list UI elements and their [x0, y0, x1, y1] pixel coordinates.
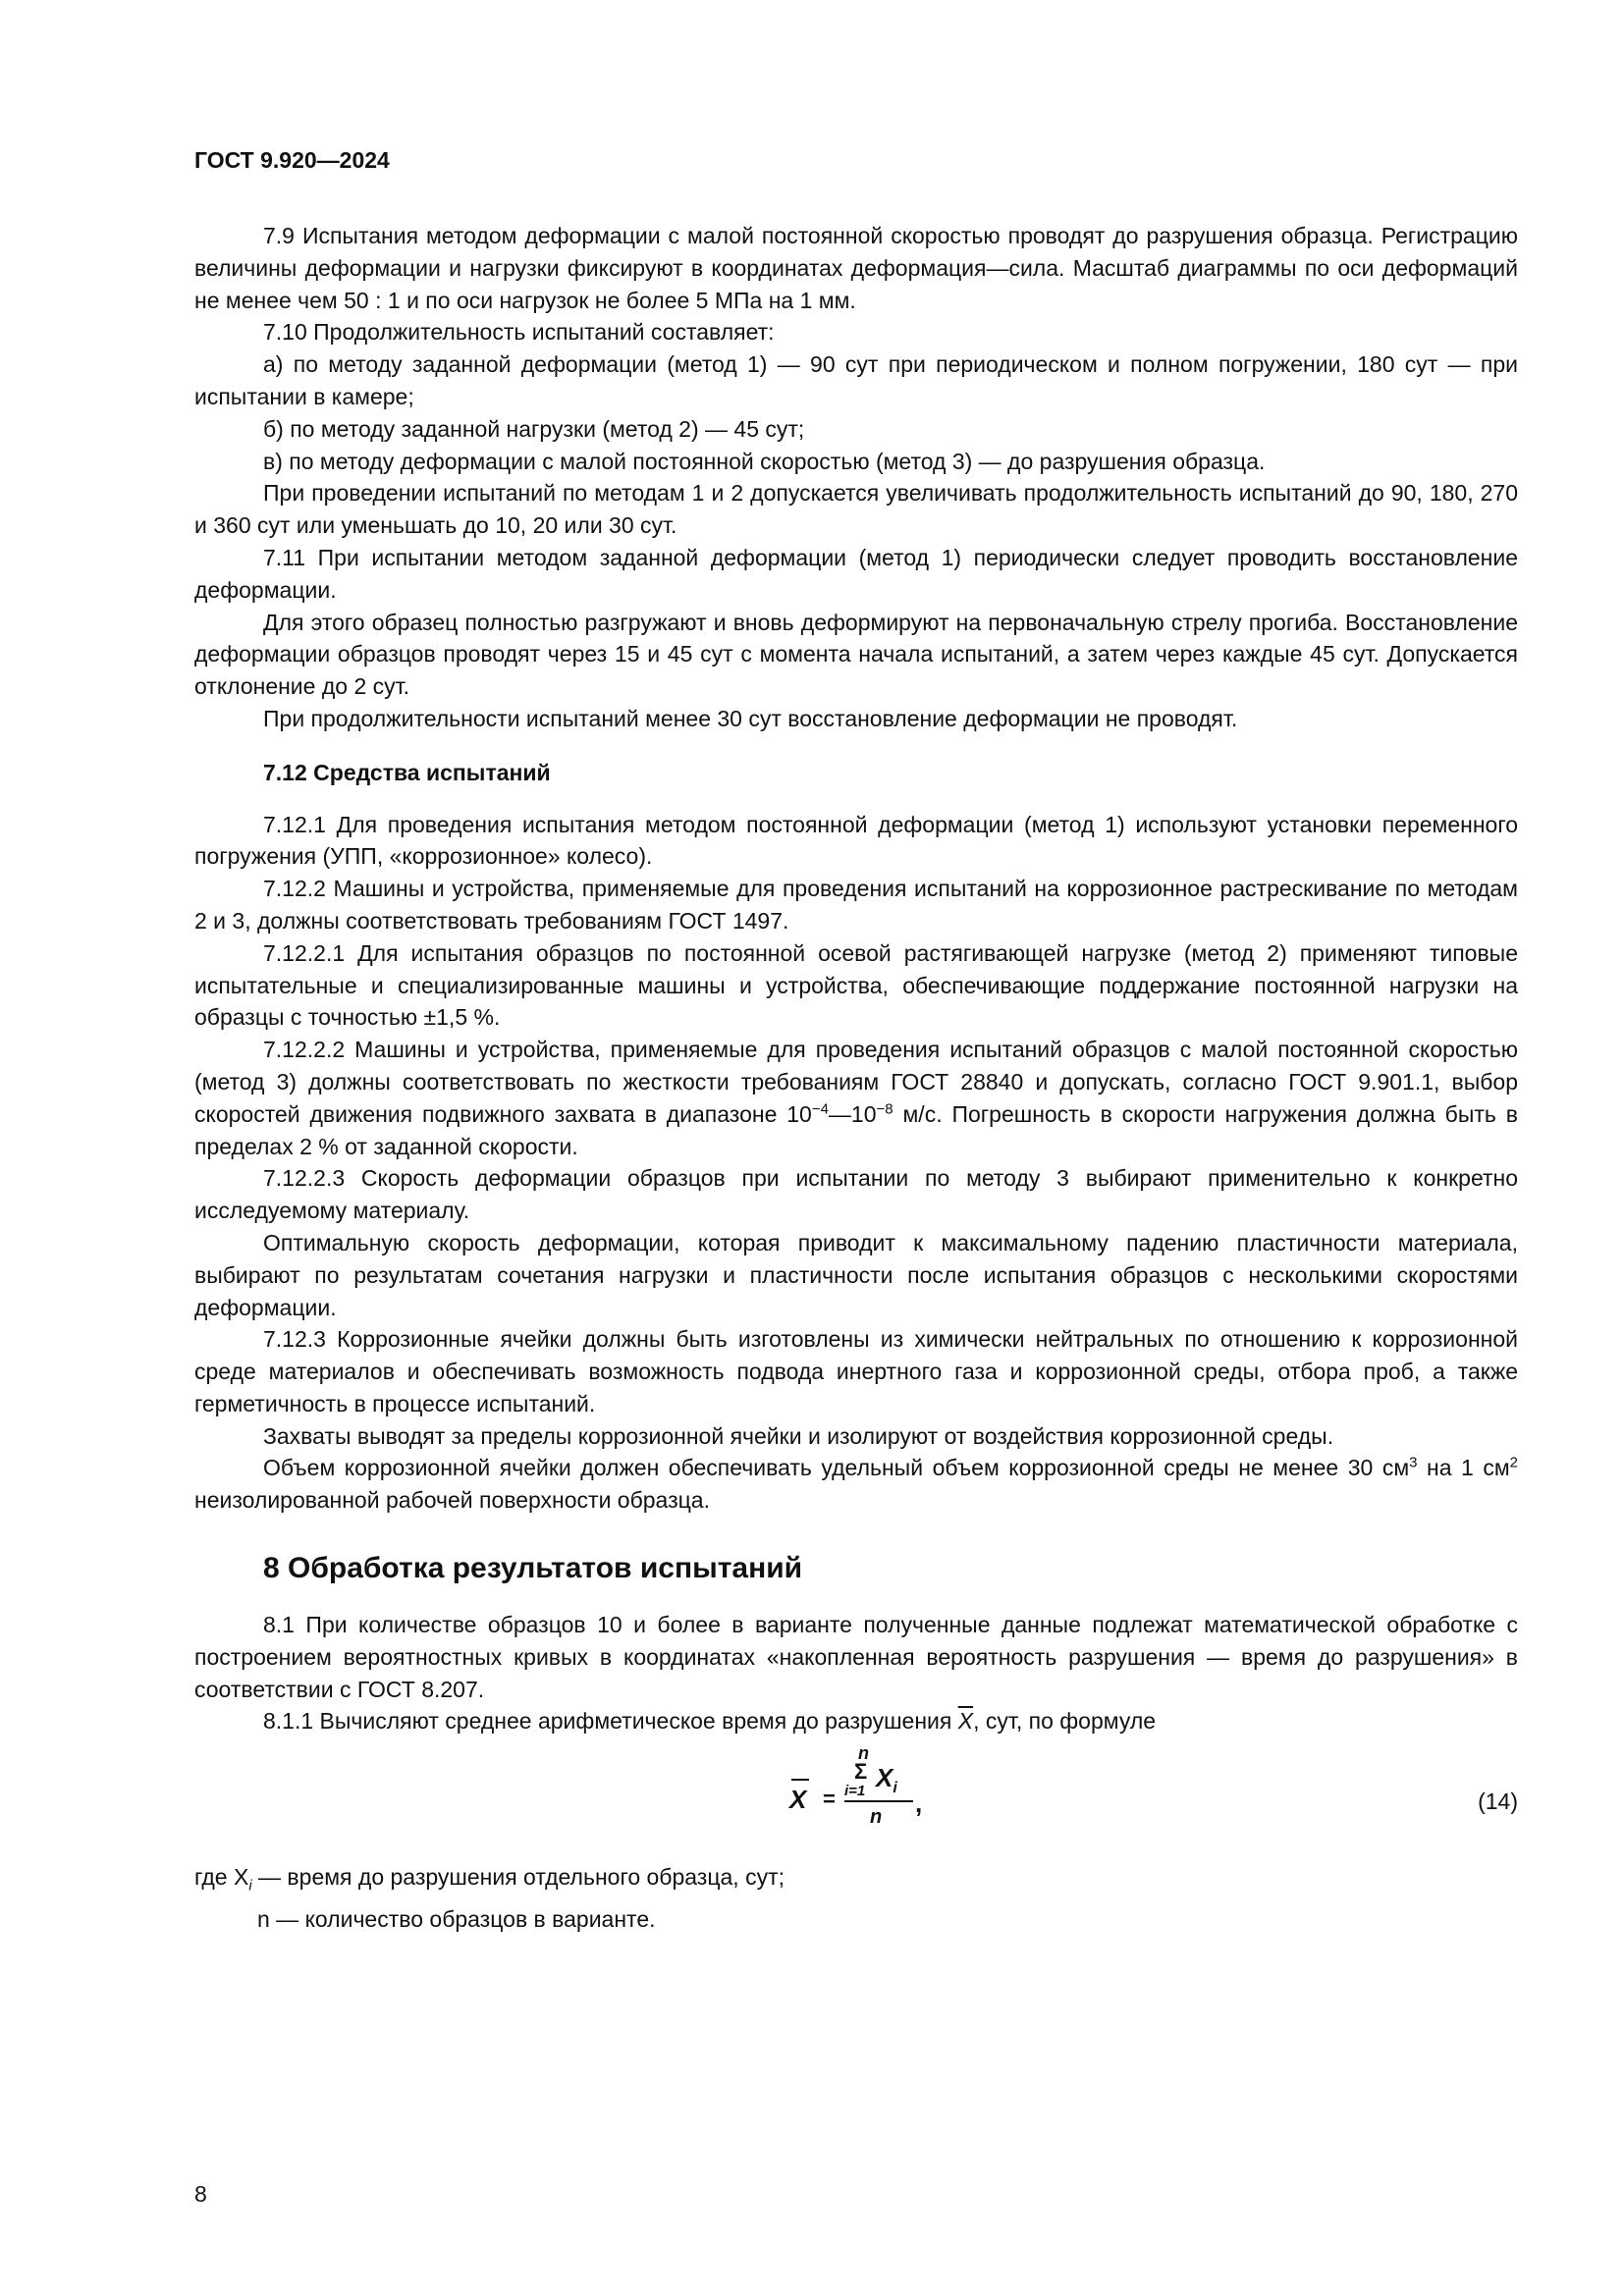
fraction-line [844, 1800, 913, 1802]
subscript: i [248, 1877, 252, 1895]
subsection-heading-7-12: 7.12 Средства испытаний [263, 759, 551, 785]
paragraph-7-12-3-a: Захваты выводят за пределы коррозионной ячейки и изолируют от воздействия коррозионной среды. [263, 1422, 1334, 1449]
term-var: X [876, 1763, 893, 1793]
mean-symbol: $\overline{X}$ [957, 1708, 974, 1735]
page-number: 8 [194, 2181, 207, 2207]
exponent: 2 [1509, 1454, 1518, 1471]
sum-lower-limit: i=1 [844, 1783, 866, 1800]
document-header: ГОСТ 9.920—2024 [194, 147, 390, 173]
formula-equals: = [823, 1787, 836, 1812]
paragraph-7-11-a: Для этого образец полностью разгружают и вновь деформируют на первоначальную стрелу прогиба. Восстановление деформации образцов проводят через 15 и 45 сут с момента начала испытаний, а затем через каждые 45 сут. Допускается отклонение до 2 сут. [194, 609, 1518, 700]
text-span: — время до разрушения отдельного образца, сут; [251, 1864, 785, 1891]
paragraph-7-11: 7.11 При испытании методом заданной деформации (метод 1) периодически следует проводить восстановление деформации. [194, 544, 1518, 603]
section-heading-8: 8 Обработка результатов испытаний [263, 1552, 803, 1585]
paragraph-7-12-3-b [194, 1452, 1518, 1517]
text-span: неизолированной рабочей поверхности образца. [194, 1487, 710, 1514]
where-line-1 [194, 1861, 1518, 1902]
text-span: —10 [828, 1100, 877, 1127]
paragraph-7-10-b: б) по методу заданной нагрузки (метод 2) — 45 сут; [263, 415, 805, 442]
text-span: Объем коррозионной ячейки должен обеспечивать удельный объем коррозионной среды не менее 30 см [263, 1455, 1410, 1481]
paragraph-7-10-d: При проведении испытаний по методам 1 и 2 допускается увеличивать продолжительность испытаний до 90, 180, 270 и 360 сут или уменьшать до 10, 20 или 30 сут. [194, 480, 1518, 539]
formula-comma: , [915, 1789, 923, 1819]
formula-lhs: X [789, 1785, 807, 1815]
fraction-denominator: n [870, 1806, 883, 1829]
sum-term [876, 1763, 897, 1797]
formula-14 [194, 1745, 1518, 1853]
paragraph-7-12-2-3: 7.12.2.3 Скорость деформации образцов при испытании по методу 3 выбирают применительно к конкретно исследуемому материалу. [194, 1165, 1518, 1224]
exponent: −8 [876, 1100, 893, 1118]
paragraph-7-12-2-1: 7.12.2.1 Для испытания образцов по постоянной осевой растягивающей нагрузке (метод 2) применяют типовые испытательные и специализированные машины и устройства, обеспечивающие поддержание постоянной нагрузки на образцы с точностью ±1,5 %. [194, 939, 1518, 1031]
paragraph-7-9: 7.9 Испытания методом деформации с малой постоянной скоростью проводят до разрушения образца. Регистрацию величины деформации и нагрузки фиксируют в координатах деформация—сила. Масштаб диаграммы по оси деформаций не менее чем 50 : 1 и по оси нагрузок не более 5 МПа на 1 мм. [194, 223, 1518, 313]
exponent: 3 [1409, 1454, 1418, 1471]
formula-number: (14) [1478, 1789, 1518, 1815]
paragraph-7-12-2-2 [194, 1034, 1518, 1162]
sigma-symbol: Σ [854, 1759, 868, 1785]
paragraph-7-12-2-3-a: Оптимальную скорость деформации, которая приводит к максимальному падению пластичности материала, выбирают по результатам сочетания нагрузки и пластичности после испытания образцов с несколькими скоростями деформации. [194, 1229, 1518, 1320]
text-span: м/с. Погрешность в скорости нагружения должна быть в пределах 2 % от заданной скорости. [194, 1100, 1518, 1159]
paragraph-7-10-a: а) по методу заданной деформации (метод 1) — 90 сут при периодическом и полном погружении, 180 сут — при испытании в камере; [194, 351, 1518, 409]
term-subscript: i [893, 1780, 897, 1797]
paragraph-7-11-b: При продолжительности испытаний менее 30 сут восстановление деформации не проводят. [263, 705, 1238, 731]
sum-upper-limit: n [858, 1743, 869, 1764]
paragraph-7-12-2: 7.12.2 Машины и устройства, применяемые для проведения испытаний на коррозионное растрескивание по методам 2 и 3, должны соответствовать требованиям ГОСТ 1497. [194, 876, 1518, 934]
paragraph-7-12-3: 7.12.3 Коррозионные ячейки должны быть изготовлены из химически нейтральных по отношению к коррозионной среде материалов и обеспечивать возможность подвода инертного газа и коррозионной среды, отбора проб, а также герметичность в процессе испытаний. [194, 1326, 1518, 1416]
formula-body [789, 1745, 986, 1853]
text-span: на 1 см [1417, 1455, 1510, 1481]
paragraph-7-10: 7.10 Продолжительность испытаний составляет: [263, 319, 775, 346]
paragraph-8-1-1 [194, 1705, 1518, 1737]
paragraph-7-10-c: в) по методу деформации с малой постоянной скоростью (метод 3) — до разрушения образца. [263, 448, 1266, 474]
text-span: 8.1.1 Вычисляют среднее арифметическое время до разрушения [263, 1708, 958, 1735]
page-content [194, 147, 1518, 1935]
text-span: где X [194, 1864, 249, 1891]
paragraph-8-1: 8.1 При количестве образцов 10 и более в варианте полученные данные подлежат математической обработке с построением вероятностных кривых в координатах «накопленная вероятность разрушения — время до разрушения» в соответствии с ГОСТ 8.207. [194, 1612, 1518, 1702]
paragraph-7-12-1: 7.12.1 Для проведения испытания методом постоянной деформации (метод 1) используют установки переменного погружения (УПП, «коррозионное» колесо). [194, 811, 1518, 870]
exponent: −4 [811, 1100, 829, 1118]
mean-bar [791, 1779, 809, 1781]
text-span: 7.12.2.2 Машины и устройства, применяемые для проведения испытаний образцов с малой постоянной скоростью (метод 3) должны соответствовать по жесткости требованиям ГОСТ 28840 и допускать, согласно ГОСТ 9.901.1, выбор скоростей движения подвижного захвата в диапазоне 10 [194, 1037, 1518, 1127]
text-span: , сут, по формуле [973, 1708, 1157, 1735]
where-line-2: n — количество образцов в варианте. [257, 1905, 656, 1932]
